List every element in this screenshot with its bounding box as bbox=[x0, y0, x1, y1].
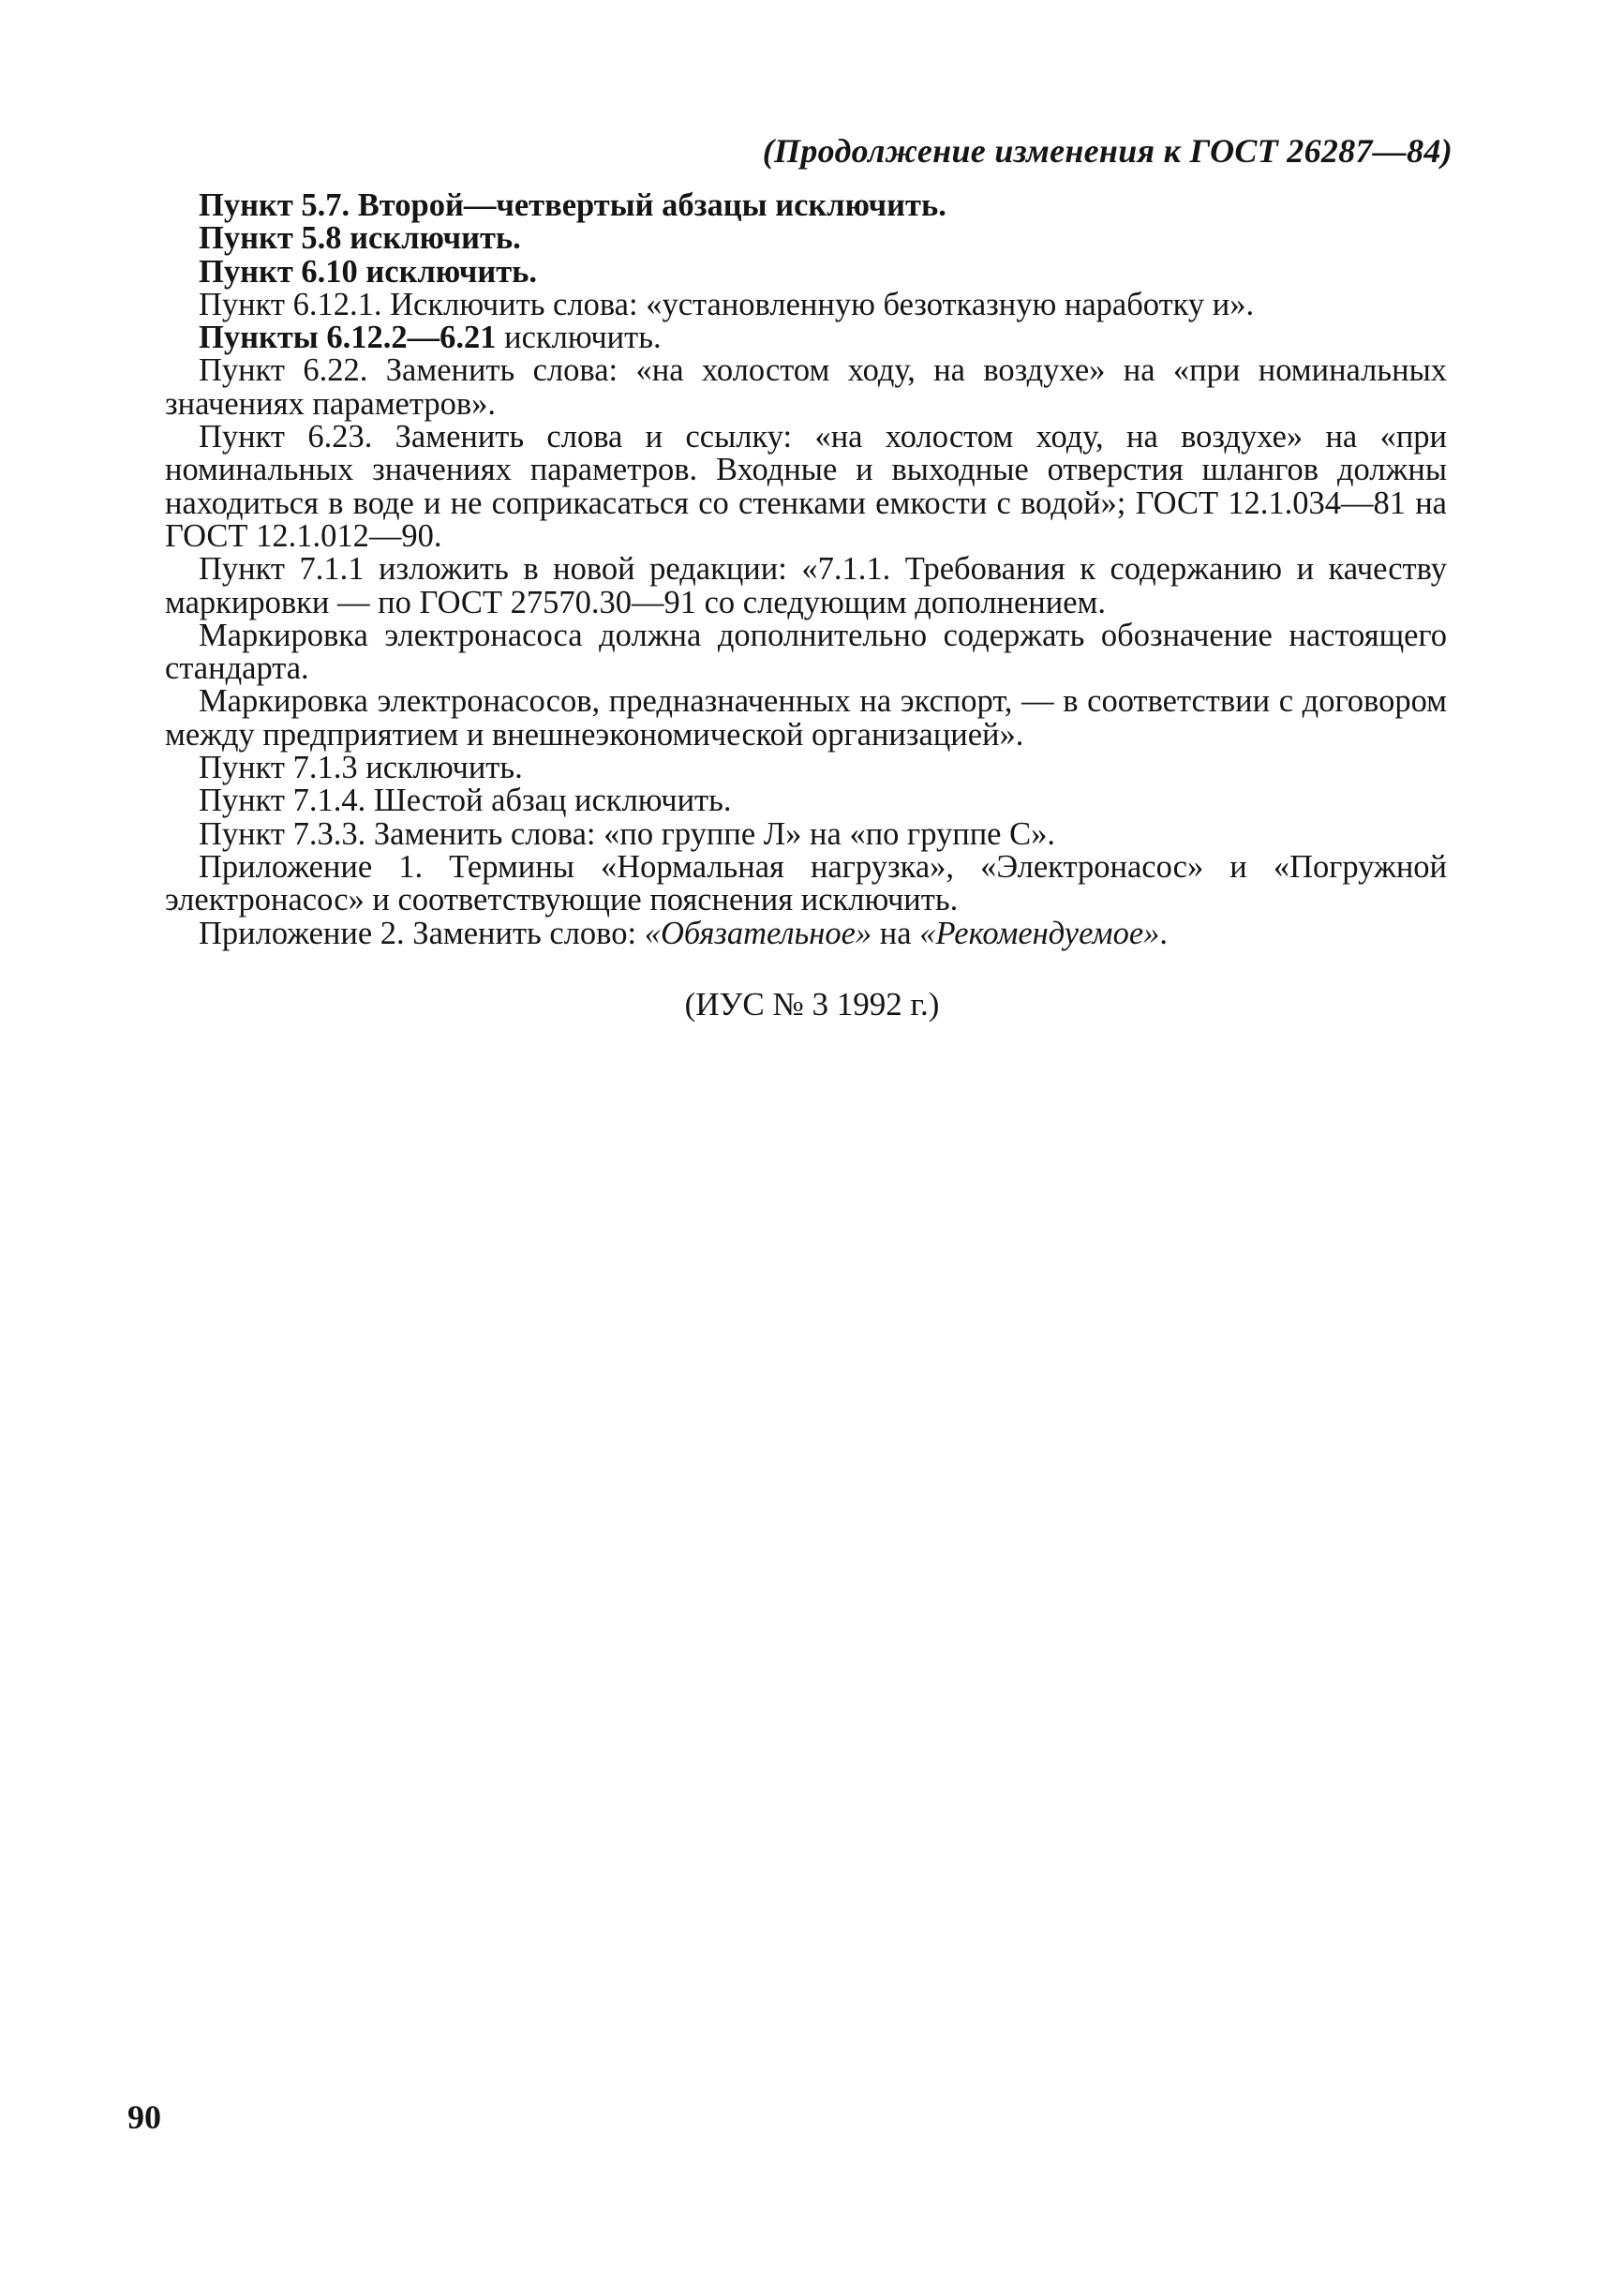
clause-text: Заменить слова: «по группе Л» на «по группе С». bbox=[365, 815, 1055, 852]
paragraph-6-10 bbox=[165, 253, 1447, 290]
clause-text-tail: . bbox=[1159, 915, 1169, 951]
clause-text: Маркировка электронасосов, предназначенных на экспорт, — в соответствии с договором между предприятием и внешнеэкономической организацией». bbox=[165, 683, 1447, 753]
clause-text: Исключить слова: «установленную безотказную наработку и». bbox=[381, 286, 1255, 322]
paragraph-appendix-1 bbox=[165, 848, 1447, 918]
clause-label: Пункт 5.7. bbox=[199, 187, 350, 223]
clause-text: Заменить слова и ссылку: «на холостом ходу, на воздухе» на «при номинальных значениях параметров. Входные и выходные отверстия шлангов должны находиться в воде и не соприкасаться со стенками емкости с водой»; ГОСТ 12.1.034—81 на ГОСТ 12.1.012—90. bbox=[165, 419, 1447, 554]
clause-text: Маркировка электронасоса должна дополнительно содержать обозначение настоящего стандарта. bbox=[165, 617, 1447, 687]
old-status-term: «Обязательное» bbox=[644, 915, 872, 951]
clause-label: Приложение 2. bbox=[199, 915, 405, 951]
clause-label: Пункты 6.12.2—6.21 bbox=[199, 320, 497, 356]
clause-text-middle: на bbox=[872, 915, 920, 951]
clause-text: Термины «Нормальная нагрузка», «Электронасос» и «Погружной электронасос» и соответствующие пояснения исключить. bbox=[165, 848, 1447, 918]
clause-text: исключить. bbox=[341, 220, 521, 257]
clause-label: Пункт 7.1.3 bbox=[199, 750, 358, 786]
paragraph-7-1-4 bbox=[165, 784, 1447, 817]
paragraph-marking-1 bbox=[165, 619, 1447, 686]
clause-label: Пункт 6.22. bbox=[199, 352, 368, 389]
new-status-term: «Рекомендуемое» bbox=[919, 915, 1160, 951]
clause-label: Пункт 5.8 bbox=[199, 220, 342, 257]
clause-text: исключить. bbox=[357, 253, 538, 290]
paragraph-6-22 bbox=[165, 354, 1447, 421]
clause-label: Пункт 7.1.1 bbox=[199, 551, 365, 588]
clause-label: Пункт 6.12.1. bbox=[199, 286, 382, 322]
paragraph-6-12-2 bbox=[165, 321, 1447, 354]
paragraph-7-1-1 bbox=[165, 553, 1447, 619]
paragraph-6-12-1 bbox=[165, 286, 1447, 322]
clause-label: Пункт 6.10 bbox=[199, 253, 358, 290]
clause-text: изложить в новой редакции: «7.1.1. Требования к содержанию и качеству маркировки — по ГОСТ 27570.30—91 со следующим дополнением. bbox=[165, 551, 1447, 620]
clause-text: исключить. bbox=[496, 320, 662, 356]
clause-label: Пункт 7.1.4. bbox=[199, 783, 366, 819]
clause-text: исключить. bbox=[357, 750, 523, 786]
amendment-body bbox=[165, 189, 1447, 950]
paragraph-5-7 bbox=[165, 189, 1447, 222]
paragraph-7-3-3 bbox=[165, 815, 1447, 852]
paragraph-5-8 bbox=[165, 222, 1447, 255]
paragraph-appendix-2 bbox=[165, 915, 1447, 951]
clause-text: Заменить слово: bbox=[404, 915, 645, 951]
paragraph-marking-2 bbox=[165, 685, 1447, 752]
clause-text: Шестой абзац исключить. bbox=[365, 783, 732, 819]
ius-citation: (ИУС № 3 1992 г.) bbox=[684, 986, 940, 1022]
paragraph-6-23 bbox=[165, 421, 1447, 553]
clause-label: Пункт 6.23. bbox=[199, 419, 373, 455]
clause-text: Заменить слова: «на холостом ходу, на воздухе» на «при номинальных значениях параметров». bbox=[165, 352, 1447, 422]
running-header: (Продолжение изменения к ГОСТ 26287—84) bbox=[762, 132, 1453, 170]
clause-label: Приложение 1. bbox=[199, 848, 424, 885]
paragraph-7-1-3 bbox=[165, 752, 1447, 784]
clause-label: Пункт 7.3.3. bbox=[199, 815, 366, 852]
clause-text: Второй—четвертый абзацы исключить. bbox=[350, 187, 946, 223]
page-number: 90 bbox=[127, 2098, 161, 2136]
